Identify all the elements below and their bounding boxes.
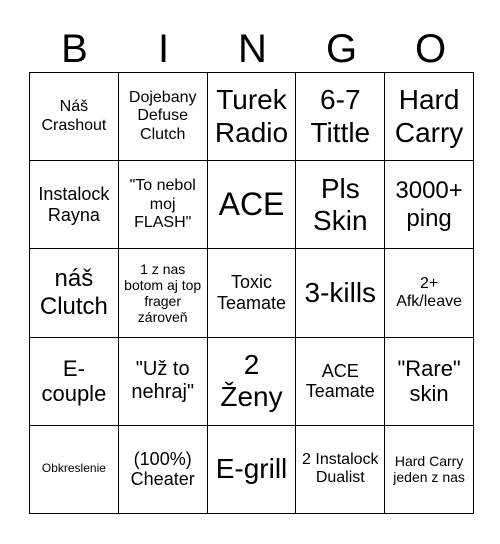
cell-text: Toxic Teamate [216, 272, 287, 313]
header-letter-i: I [157, 27, 170, 71]
bingo-cell-r2-c2[interactable] [119, 161, 208, 249]
bingo-cell-r3-c3[interactable] [208, 249, 297, 337]
cell-text: Turek Radio [214, 84, 289, 148]
bingo-cell-r2-c4[interactable] [296, 161, 385, 249]
cell-text: 6-7 Tittle [310, 84, 371, 148]
bingo-cell-r1-c2[interactable] [119, 73, 208, 161]
cell-text: 2+ Afk/leave [396, 274, 462, 310]
cell-text: Náš Crashout [41, 98, 107, 134]
header-letter-b: B [61, 27, 88, 71]
bingo-cell-r2-c5[interactable] [385, 161, 474, 249]
bingo-grid [29, 72, 474, 514]
cell-text: náš Clutch [39, 265, 108, 320]
cell-text: 1 z nas botom aj top frager zároveň [124, 260, 202, 326]
bingo-cell-r3-c1[interactable] [30, 249, 119, 337]
cell-text: ACE [218, 186, 285, 223]
bingo-cell-r3-c4[interactable] [296, 249, 385, 337]
cell-text: "To nebol moj FLASH" [129, 177, 196, 231]
bingo-cell-r4-c4[interactable] [296, 338, 385, 426]
bingo-cell-r4-c2[interactable] [119, 338, 208, 426]
cell-text: ACE Teamate [305, 360, 375, 402]
cell-text: 2 Ženy [220, 349, 283, 413]
bingo-cell-r5-c5[interactable] [385, 426, 474, 514]
cell-text: E-grill [215, 453, 288, 485]
cell-text: (100%) Cheater [130, 448, 195, 490]
bingo-cell-r4-c3[interactable] [208, 338, 297, 426]
cell-text: E-couple [41, 355, 107, 407]
cell-text: "Rare" skin [397, 355, 461, 407]
header-letter-g: G [325, 27, 358, 71]
bingo-cell-r3-c2[interactable] [119, 249, 208, 337]
cell-text: 3000+ ping [395, 177, 463, 232]
cell-text: "Už to nehraj" [131, 358, 195, 404]
header-letter-o: O [414, 27, 447, 71]
cell-text: Hard Carry jeden z nas [393, 453, 465, 486]
bingo-header [30, 24, 475, 74]
bingo-cell-r5-c2[interactable] [119, 426, 208, 514]
header-letter-n: N [238, 27, 267, 71]
bingo-cell-r1-c5[interactable] [385, 73, 474, 161]
cell-text: 3-kills [304, 276, 377, 308]
bingo-cell-r5-c4[interactable] [296, 426, 385, 514]
bingo-cell-r2-c3[interactable] [208, 161, 297, 249]
bingo-cell-r3-c5[interactable] [385, 249, 474, 337]
cell-text: Obkreslenie [41, 461, 106, 476]
bingo-cell-r5-c1[interactable] [30, 426, 119, 514]
cell-text: Pls Skin [313, 172, 368, 236]
bingo-cell-r1-c1[interactable] [30, 73, 119, 161]
bingo-cell-r2-c1[interactable] [30, 161, 119, 249]
cell-text: 2 Instalock Dualist [302, 451, 379, 487]
bingo-cell-r4-c5[interactable] [385, 338, 474, 426]
bingo-cell-r1-c3[interactable] [208, 73, 297, 161]
cell-text: Instalock Rayna [38, 184, 110, 225]
cell-text: Dojebany Defuse Clutch [128, 89, 197, 143]
bingo-cell-r1-c4[interactable] [296, 73, 385, 161]
bingo-cell-r5-c3[interactable] [208, 426, 297, 514]
bingo-cell-r4-c1[interactable] [30, 338, 119, 426]
cell-text: Hard Carry [394, 84, 464, 148]
